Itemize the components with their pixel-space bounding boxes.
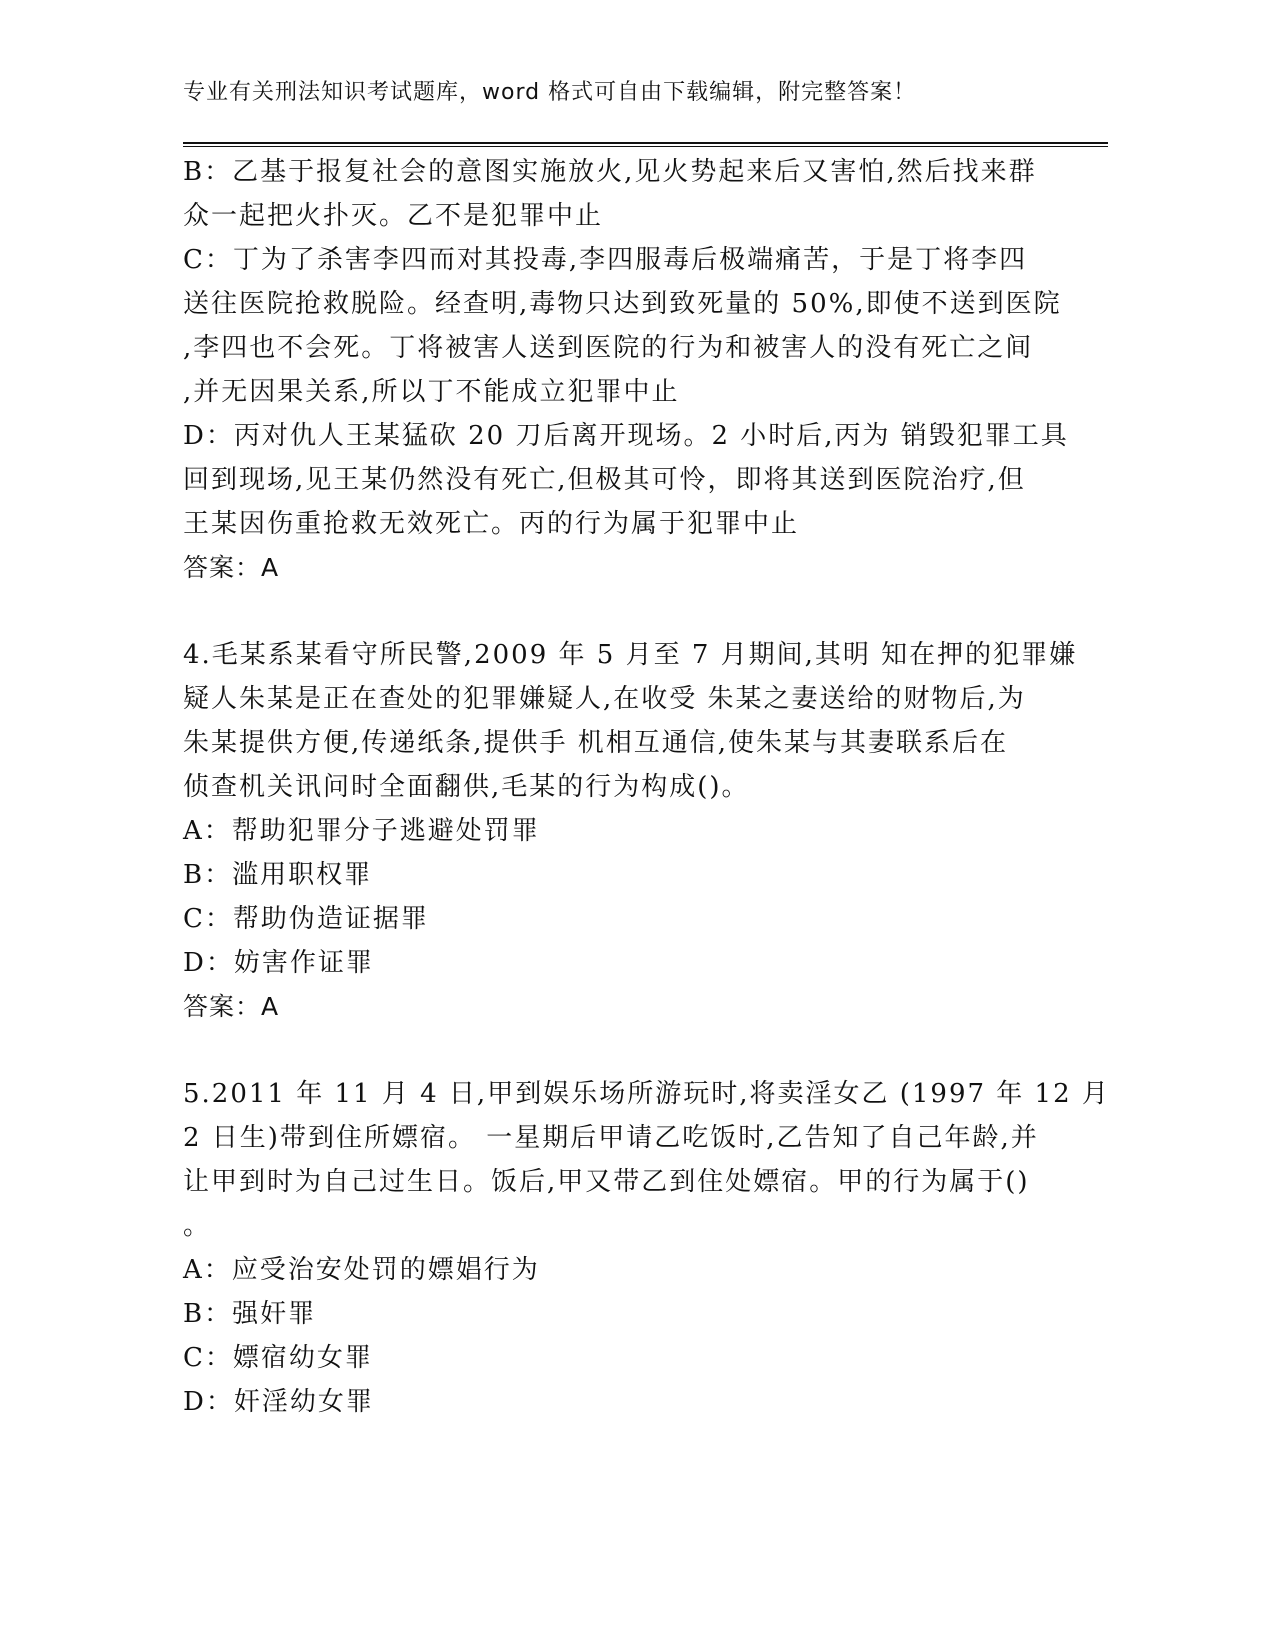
q5-option-a: A：应受治安处罚的嫖娼行为 [183, 1255, 540, 1285]
q5-option-c: C：嫖宿幼女罪 [183, 1343, 373, 1373]
question-5 [183, 1072, 1110, 1424]
q4-option-c: C：帮助伪造证据罪 [183, 904, 429, 934]
q3-option-d-line-3: 王某因伤重抢救无效死亡。丙的行为属于犯罪中止 [183, 509, 800, 539]
q4-option-a: A：帮助犯罪分子逃避处罚罪 [183, 816, 540, 846]
q4-stem-line-2: 疑人朱某是正在查处的犯罪嫌疑人,在收受 朱某之妻送给的财物后,为 [183, 684, 1026, 714]
spacer [183, 1029, 1063, 1072]
q3-option-b-line-1: B：乙基于报复社会的意图实施放火,见火势起来后又害怕,然后找来群 [183, 157, 1037, 187]
page-header: 专业有关刑法知识考试题库，word 格式可自由下载编辑，附完整答案！ [183, 80, 917, 105]
q5-stem-line-4: 。 [183, 1211, 212, 1241]
q3-option-c-line-3: ,李四也不会死。丁将被害人送到医院的行为和被害人的没有死亡之间 [183, 333, 1034, 363]
q4-stem-line-1: 4.毛某系某看守所民警,2009 年 5 月至 7 月期间,其明 知在押的犯罪嫌 [183, 640, 1078, 670]
q3-option-c-line-2: 送往医院抢救脱险。经查明,毒物只达到致死量的 50%,即使不送到医院 [183, 289, 1062, 319]
q3-option-d-line-1: D：丙对仇人王某猛砍 20 刀后离开现场。2 小时后,丙为 销毁犯罪工具 [183, 421, 1069, 451]
q3-option-d-line-2: 回到现场,见王某仍然没有死亡,但极其可怜，即将其送到医院治疗,但 [183, 465, 1026, 495]
q5-stem-line-1: 5.2011 年 11 月 4 日,甲到娱乐场所游玩时,将卖淫女乙 (1997 年 12 月 [183, 1079, 1110, 1109]
q3-option-c-line-1: C：丁为了杀害李四而对其投毒,李四服毒后极端痛苦，于是丁将李四 [183, 245, 1028, 275]
q5-option-b: B：强奸罪 [183, 1299, 317, 1329]
q4-option-d: D：妨害作证罪 [183, 948, 374, 978]
q4-stem-line-3: 朱某提供方便,传递纸条,提供手 机相互通信,使朱某与其妻联系后在 [183, 728, 1009, 758]
header-rule [183, 142, 1108, 147]
spacer [183, 590, 1063, 633]
q4-answer: 答案：A [183, 992, 280, 1021]
document-body [183, 150, 1110, 1424]
question-4 [183, 633, 1078, 1029]
q4-stem-line-4: 侦查机关讯问时全面翻供,毛某的行为构成()。 [183, 772, 750, 802]
q3-answer: 答案：A [183, 553, 280, 582]
q4-option-b: B：滥用职权罪 [183, 860, 373, 890]
q5-stem-line-3: 让甲到时为自己过生日。饭后,甲又带乙到住处嫖宿。甲的行为属于() [183, 1167, 1030, 1197]
q5-stem-line-2: 2 日生)带到住所嫖宿。 一星期后甲请乙吃饭时,乙告知了自己年龄,并 [183, 1123, 1039, 1153]
q3-option-c-line-4: ,并无因果关系,所以丁不能成立犯罪中止 [183, 377, 680, 407]
q3-option-b-line-2: 众一起把火扑灭。乙不是犯罪中止 [183, 201, 604, 231]
q5-option-d: D：奸淫幼女罪 [183, 1387, 374, 1417]
question-3-remainder [183, 150, 1069, 590]
